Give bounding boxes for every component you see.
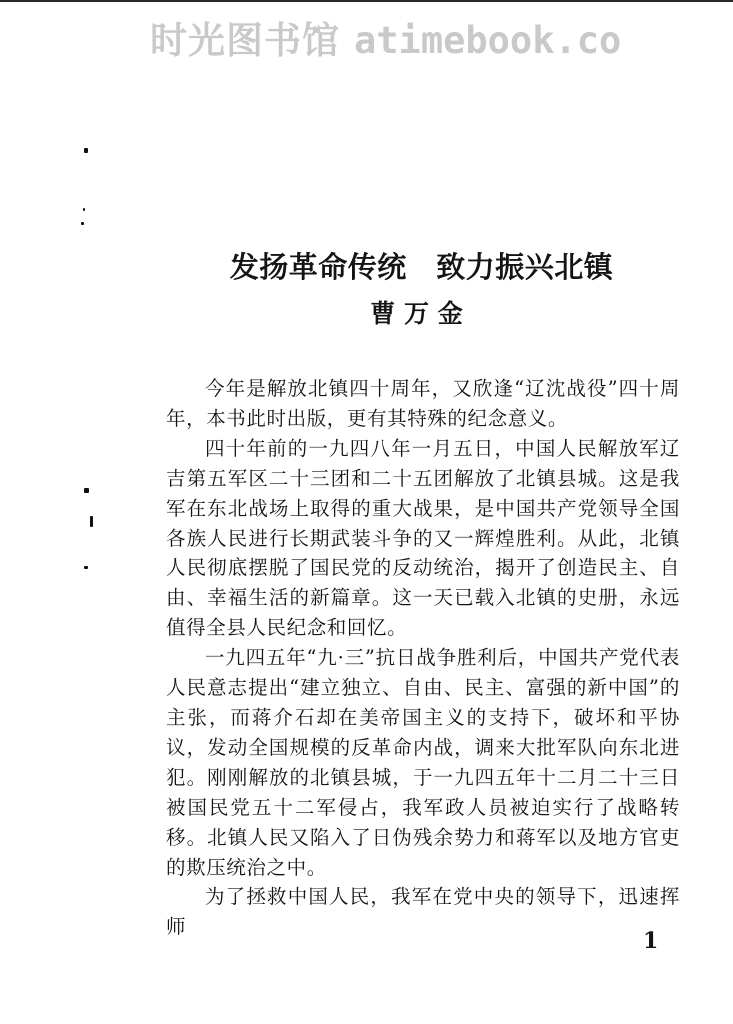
scan-speck <box>84 566 88 569</box>
scan-speck <box>90 516 93 527</box>
article-author: 曹 万 金 <box>370 299 463 328</box>
scan-speck <box>81 222 84 225</box>
article-title: 发扬革命传统 致力振兴北镇 <box>229 250 614 285</box>
scan-speck <box>83 208 85 211</box>
paragraph: 为了拯救中国人民，我军在党中央的领导下，迅速挥师 <box>166 885 680 939</box>
page-number: 1 <box>643 928 659 954</box>
watermark-cn: 时光图书馆 <box>150 19 340 62</box>
watermark <box>150 10 621 64</box>
page-top-rule <box>0 0 733 2</box>
watermark-en: atimebook.co <box>354 19 622 62</box>
paragraph: 四十年前的一九四八年一月五日，中国人民解放军辽吉第五军区二十三团和二十五团解放了北镇县城。这是我军在东北战场上取得的重大战果，是中国共产党领导全国各族人民进行长期武装斗争的又一辉煌胜利。从此，北镇人民彻底摆脱了国民党的反动统治，揭开了创造民主、自由、幸福生活的新篇章。这一天已载入北镇的史册，永远值得全县人民纪念和回忆。 <box>166 436 680 640</box>
paragraph: 一九四五年“九·三”抗日战争胜利后，中国共产党代表人民意志提出“建立独立、自由、民主、富强的新中国”的主张，而蒋介石却在美帝国主义的支持下，破坏和平协议，发动全国规模的反革命内战，调来大批军队向东北进犯。刚刚解放的北镇县城，于一九四五年十二月二十三日被国民党五十二军侵占，我军政人员被迫实行了战略转移。北镇人民又陷入了日伪残余势力和蒋军以及地方官吏的欺压统治之中。 <box>166 646 680 879</box>
scan-speck <box>84 148 88 153</box>
article-body <box>166 374 680 942</box>
scan-speck <box>84 488 89 493</box>
paragraph: 今年是解放北镇四十周年，又欣逢“辽沈战役”四十周年，本书此时出版，更有其特殊的纪念意义。 <box>166 377 680 430</box>
